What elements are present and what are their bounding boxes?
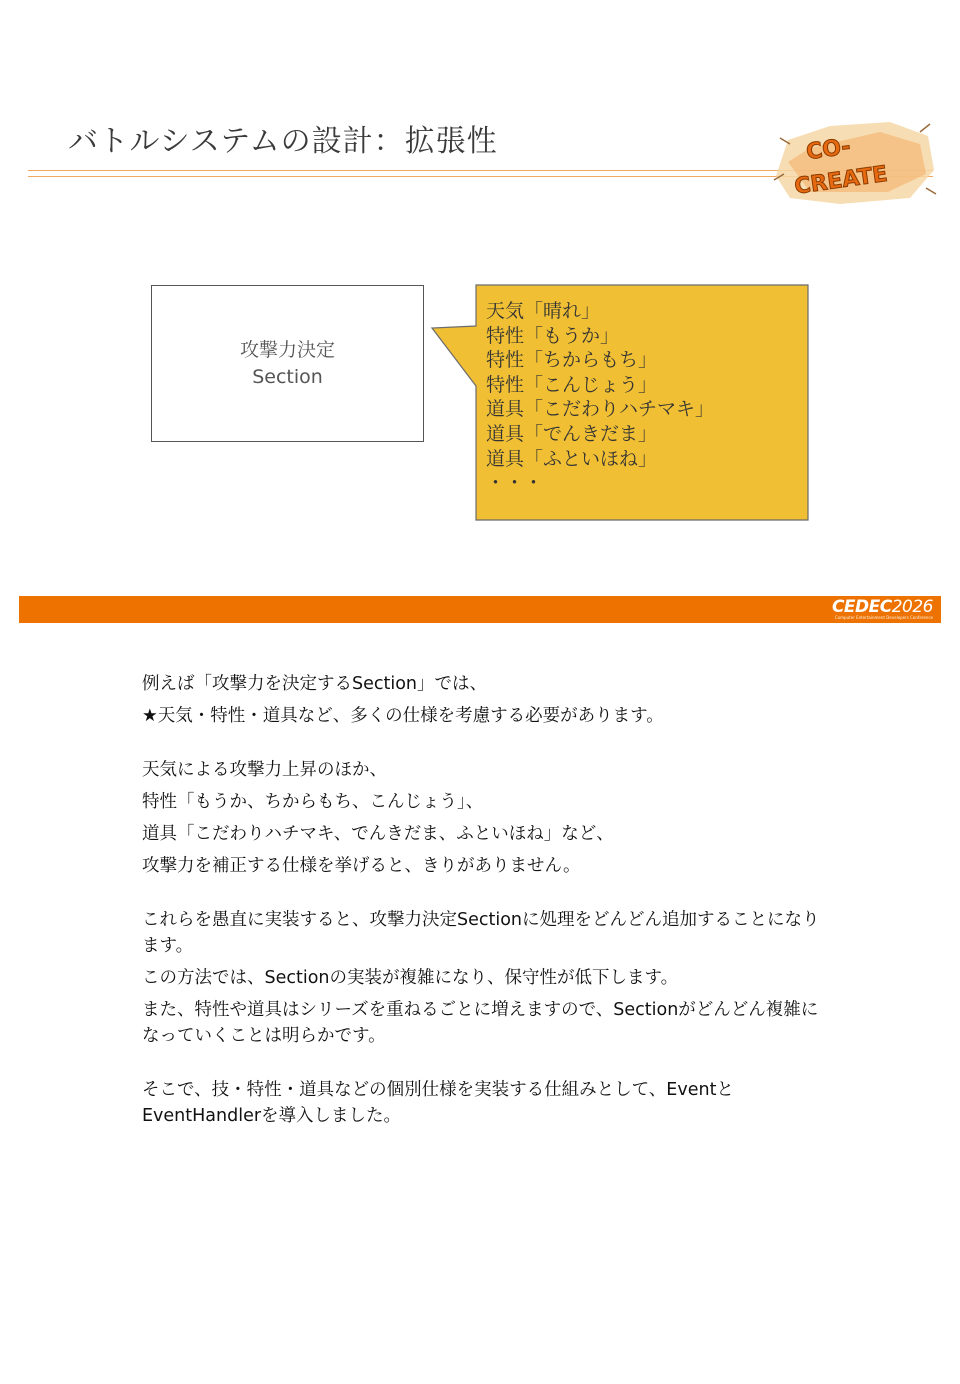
logo-text-co: CO-	[804, 134, 853, 166]
notes-line: 攻撃力を補正する仕様を挙げると、きりがありません。	[142, 856, 581, 876]
notes-line: 特性「もうか、ちからもち、こんじょう」、	[142, 792, 484, 812]
callout-item: 道具「でんきだま」	[486, 422, 658, 445]
callout-item: 道具「こだわりハチマキ」	[486, 398, 715, 421]
notes-line: 道具「こだわりハチマキ、でんきだま、ふといほね」など、	[142, 824, 614, 844]
callout-item: 天気「晴れ」	[486, 300, 601, 322]
notes-line: これらを愚直に実装すると、攻撃力決定Sectionに処理をどんどん追加することになります。	[142, 910, 820, 956]
footer-bar	[19, 596, 941, 623]
slide	[0, 0, 960, 630]
callout-item: ・・・	[486, 472, 544, 495]
section-box-line1: 攻撃力決定	[239, 338, 335, 361]
notes-line: 天気による攻撃力上昇のほか、	[142, 760, 387, 780]
callout-item: 特性「こんじょう」	[486, 373, 658, 396]
callout-list	[486, 299, 796, 496]
cedec-logo-subtext: Computer Entertainment Developers Conference	[834, 615, 933, 620]
notes-line: ★天気・特性・道具など、多くの仕様を考慮する必要があります。	[142, 706, 664, 726]
logo-text-create: CREATE	[793, 161, 890, 200]
notes-line: そこで、技・特性・道具などの個別仕様を実装する仕組みとして、EventとEventHandlerを導入しました。	[142, 1080, 734, 1126]
notes-line: また、特性や道具はシリーズを重ねるごとに増えますので、Sectionがどんどん複雑になっていくことは明らかです。	[142, 1000, 819, 1046]
cedec-logo	[832, 597, 933, 617]
section-box-line2: Section	[252, 365, 323, 388]
cedec-logo-year: 2026	[891, 597, 933, 617]
notes-line: 例えば「攻撃力を決定するSection」では、	[142, 674, 488, 694]
callout-item: 特性「もうか」	[486, 324, 620, 347]
slide-title: バトルシステムの設計：拡張性	[68, 124, 498, 159]
speaker-notes	[142, 671, 822, 1135]
callout-item: 道具「ふといほね」	[486, 447, 658, 470]
cedec-logo-text: CEDEC	[831, 597, 892, 617]
notes-line: この方法では、Sectionの実装が複雑になり、保守性が低下します。	[142, 968, 679, 988]
co-create-logo	[770, 118, 938, 208]
section-box	[151, 285, 424, 442]
callout-item: 特性「ちからもち」	[486, 349, 658, 372]
